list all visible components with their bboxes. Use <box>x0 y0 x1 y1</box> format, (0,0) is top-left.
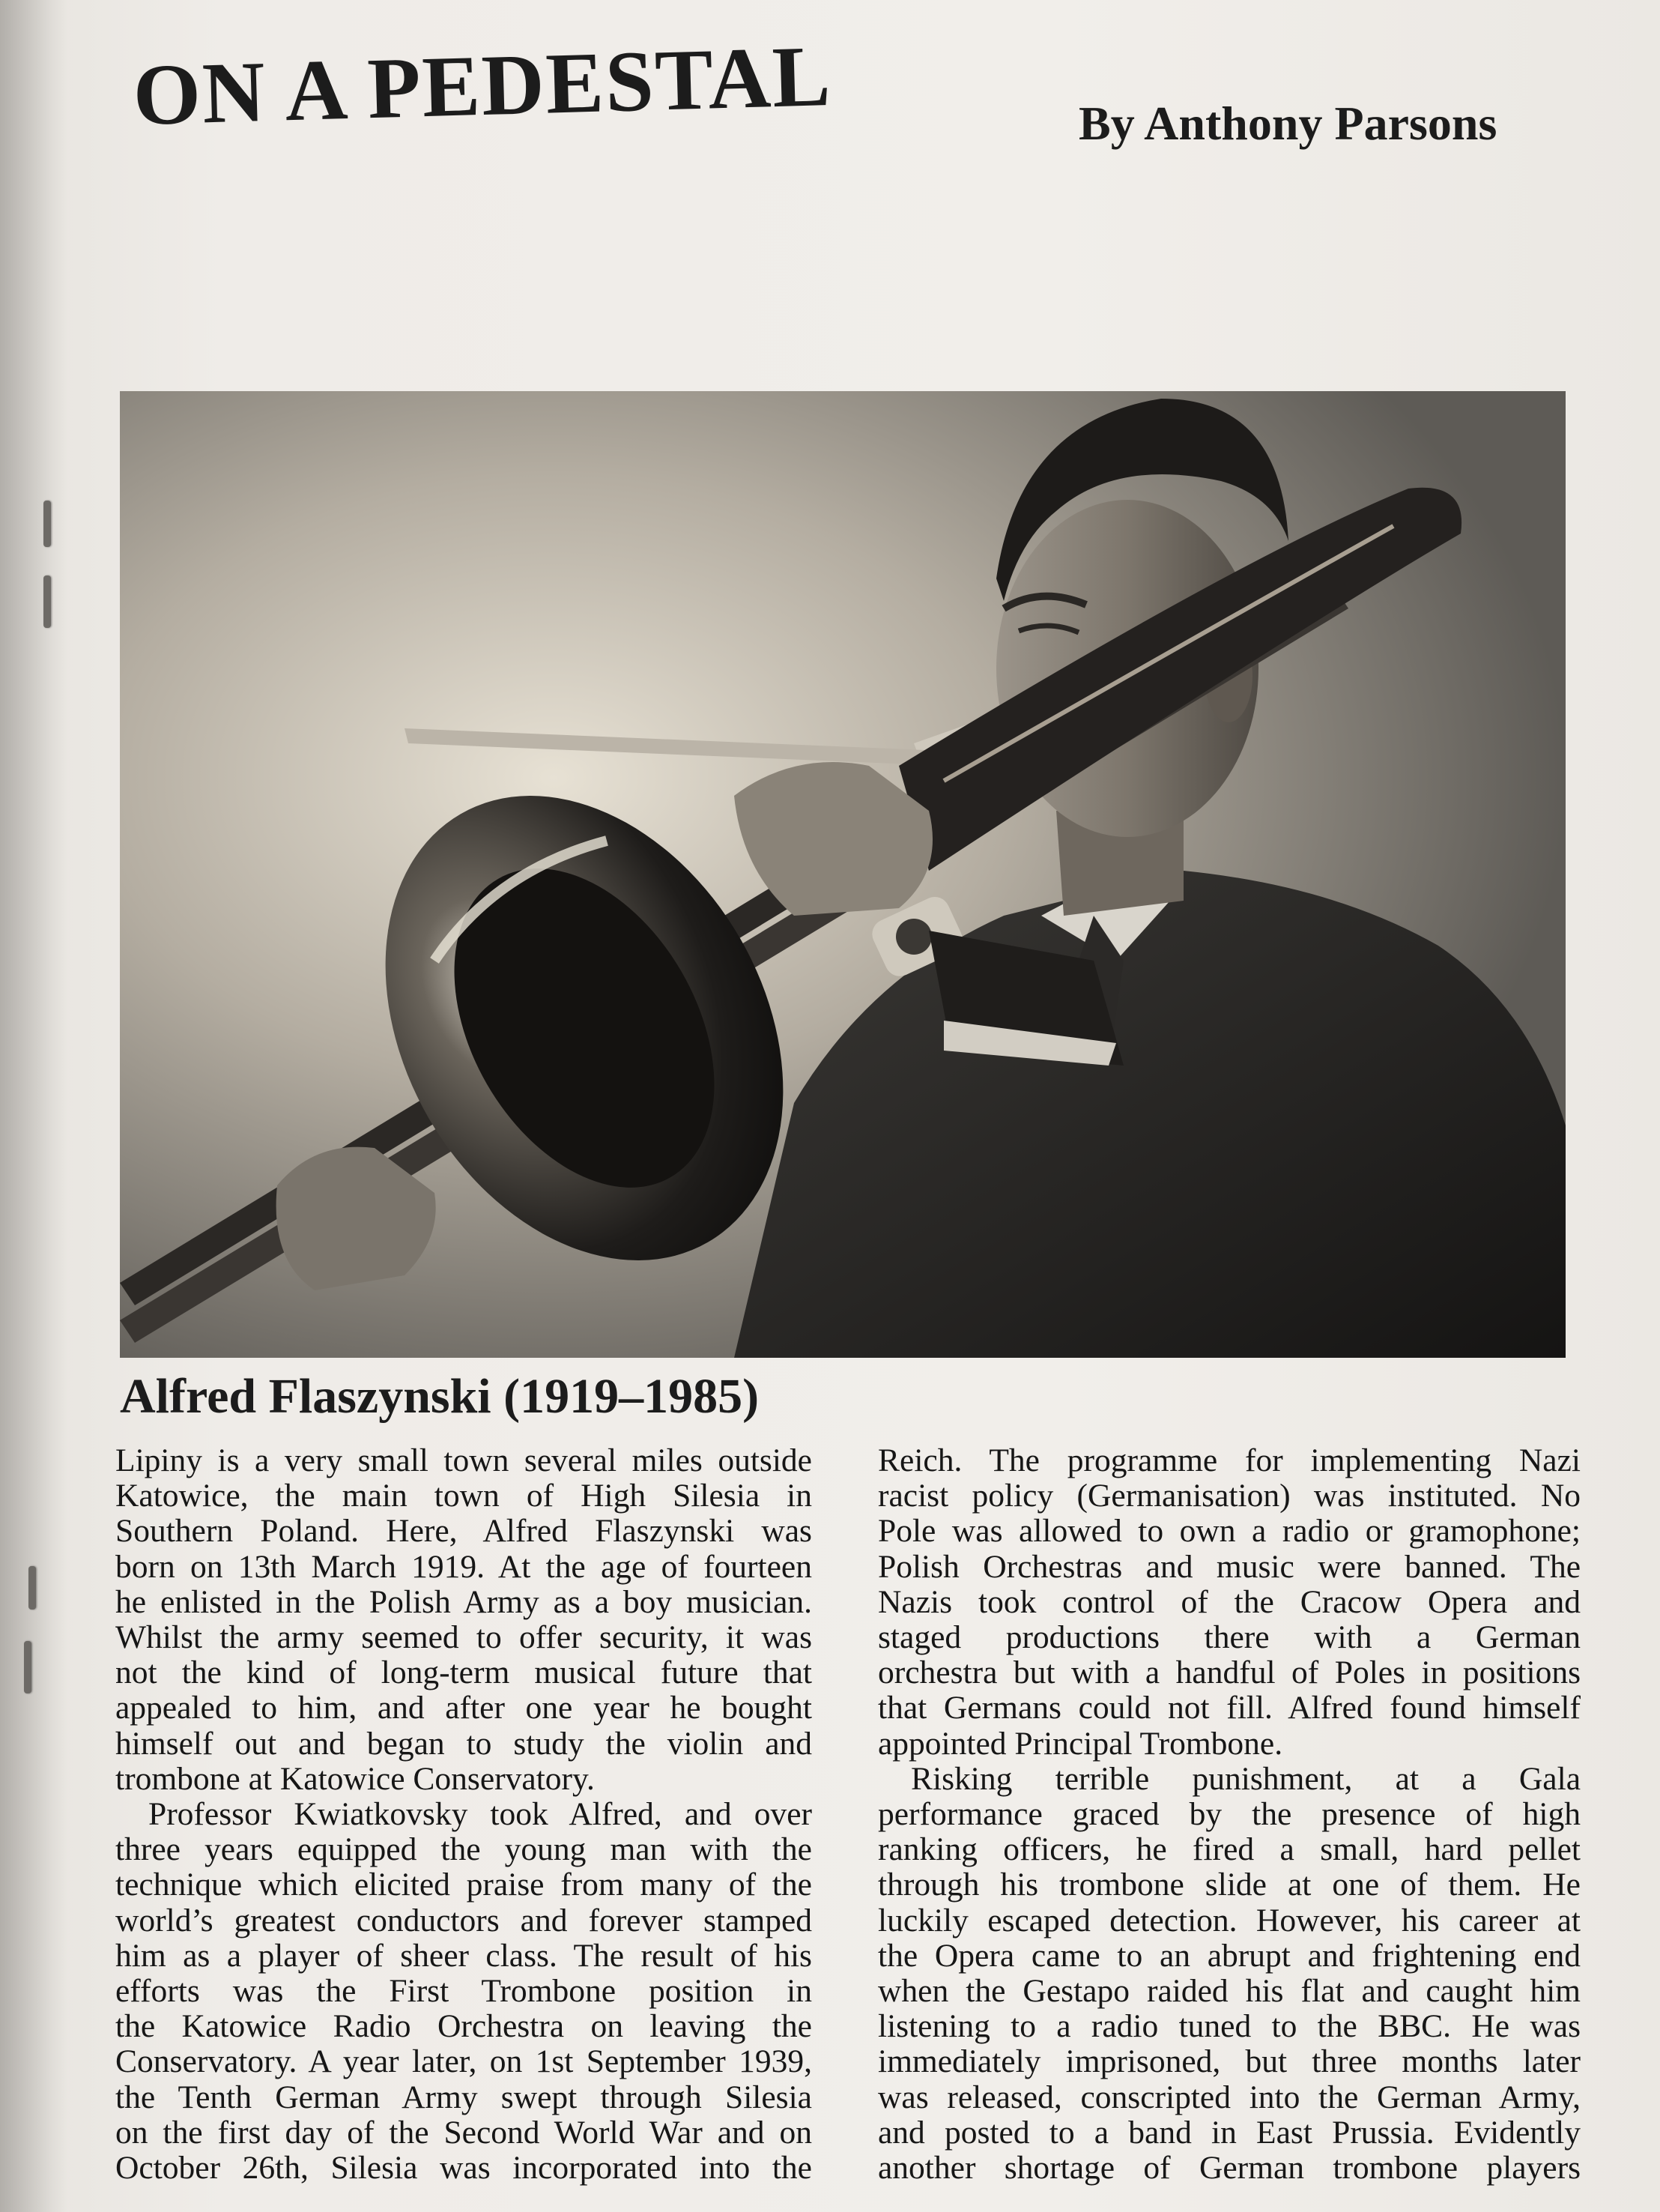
binding-staple <box>43 575 51 628</box>
body-text-line: Lipiny is a very small town several miles outside <box>115 1442 812 1478</box>
body-text-line: trombone at Katowice Conservatory. <box>115 1760 595 1797</box>
body-text-line: himself out and began to study the violin and <box>115 1725 812 1762</box>
body-text-line: on the first day of the Second World War and on <box>115 2114 812 2151</box>
body-text-line: and posted to a band in East Prussia. Evidently <box>878 2114 1581 2151</box>
body-text-line: Katowice, the main town of High Silesia in <box>115 1478 812 1514</box>
body-text-line: orchestra but with a handful of Poles in positions <box>878 1655 1581 1691</box>
body-text-line: efforts was the First Trombone position in <box>115 1973 812 2010</box>
body-text-line: immediately imprisoned, but three months later <box>878 2043 1581 2080</box>
body-text-line: when the Gestapo raided his flat and caught him <box>878 1973 1581 2010</box>
body-text-line: Polish Orchestras and music were banned. The <box>878 1548 1581 1585</box>
body-text-line: world’s greatest conductors and forever stamped <box>115 1902 812 1938</box>
body-text-line: three years equipped the young man with the <box>115 1831 812 1868</box>
body-text-line: not the kind of long-term musical future that <box>115 1655 812 1691</box>
body-text-line: staged productions there with a German <box>878 1619 1581 1656</box>
article-byline: By Anthony Parsons <box>1079 97 1497 150</box>
body-text-line: ranking officers, he fired a small, hard pellet <box>878 1831 1581 1868</box>
body-text-line: Nazis took control of the Cracow Opera and <box>878 1583 1581 1620</box>
body-text-line: the Tenth German Army swept through Silesia <box>115 2079 812 2115</box>
body-text-line: that Germans could not fill. Alfred found himself <box>878 1690 1581 1726</box>
body-text-line: Southern Poland. Here, Alfred Flaszynski was <box>115 1513 812 1550</box>
body-text-line: racist policy (Germanisation) was instituted. No <box>878 1478 1581 1514</box>
body-column-right <box>878 1443 1581 2186</box>
body-text-line: Conservatory. A year later, on 1st September 1939, <box>115 2043 812 2080</box>
body-text-line: the Opera came to an abrupt and frightening end <box>878 1937 1581 1974</box>
body-text-line: Pole was allowed to own a radio or gramophone; <box>878 1513 1581 1550</box>
body-text-line: appealed to him, and after one year he bought <box>115 1690 812 1726</box>
body-text-line: listening to a radio tuned to the BBC. He was <box>878 2008 1581 2045</box>
binding-staple <box>28 1566 36 1610</box>
binding-staple <box>43 501 51 547</box>
body-text-line: technique which elicited praise from many of the <box>115 1867 812 1903</box>
body-text-line: Whilst the army seemed to offer security, it was <box>115 1619 812 1656</box>
binding-staple <box>24 1641 31 1693</box>
article-headline: ON A PEDESTAL <box>132 28 834 144</box>
body-text-line: the Katowice Radio Orchestra on leaving the <box>115 2008 812 2045</box>
body-text-line: October 26th, Silesia was incorporated into the <box>115 2150 812 2187</box>
body-text-line: luckily escaped detection. However, his career at <box>878 1902 1581 1938</box>
trombonist-photo-icon <box>120 391 1566 1358</box>
body-text-line: born on 13th March 1919. At the age of fourteen <box>115 1548 812 1585</box>
body-text-line: he enlisted in the Polish Army as a boy musician. <box>115 1583 812 1620</box>
article-subhead: Alfred Flaszynski (1919–1985) <box>120 1369 760 1424</box>
body-column-left <box>115 1443 812 2186</box>
body-text-line: Professor Kwiatkovsky took Alfred, and over <box>148 1796 812 1833</box>
body-text-line: Reich. The programme for implementing Nazi <box>878 1442 1581 1478</box>
body-text-line: another shortage of German trombone players <box>878 2150 1581 2187</box>
body-text-line: performance graced by the presence of high <box>878 1796 1581 1833</box>
trombonist-photo <box>120 391 1566 1358</box>
body-text-line: appointed Principal Trombone. <box>878 1725 1283 1762</box>
body-text-line: through his trombone slide at one of them. He <box>878 1867 1581 1903</box>
spine-shadow <box>0 0 67 2212</box>
body-text-line: Risking terrible punishment, at a Gala <box>911 1760 1581 1797</box>
body-text-line: him as a player of sheer class. The result of his <box>115 1937 812 1974</box>
body-text-line: was released, conscripted into the German Army, <box>878 2079 1581 2115</box>
